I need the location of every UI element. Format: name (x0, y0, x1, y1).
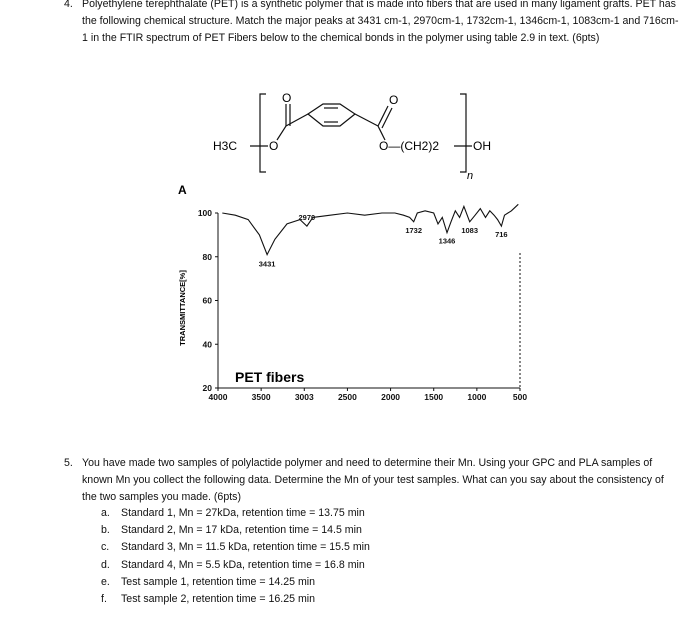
x-tick-label: 500 (512, 392, 528, 402)
panel-label: A (178, 183, 187, 197)
carbonyl-oxygen-left: O (282, 91, 292, 105)
peak-label: 3431 (258, 259, 276, 269)
x-tick-label: 3500 (251, 392, 271, 402)
x-tick-label: 2000 (381, 392, 401, 402)
carbonyl-oxygen-right: O (389, 93, 399, 107)
y-axis-label: TRANSMITTANCE[%] (178, 270, 187, 346)
list-item: d. Standard 4, Mn = 5.5 kDa, retention time = 16.8 min (101, 558, 365, 571)
y-tick-label: 100 (197, 208, 212, 218)
ftir-spectrum-chart (170, 178, 540, 408)
peak-label: 1083 (461, 225, 479, 235)
ester-oxygen-left: O (269, 139, 279, 153)
pet-chemical-structure (210, 82, 520, 182)
question-text: You have made two samples of polylactide polymer and need to determine their Mn. Using your GPC and PLA samples of known Mn you collect the following data. Determine the Mn of your test samples. What can you say about the consistency of the two samples you made. (6pts) (82, 457, 664, 503)
y-tick-label: 80 (202, 251, 212, 262)
peak-label: 716 (495, 230, 508, 240)
hydroxyl-label: OH (473, 139, 491, 153)
list-item: b. Standard 2, Mn = 17 kDa, retention time = 14.5 min (101, 524, 362, 537)
x-tick-label: 4000 (208, 392, 228, 402)
question-number: 4. (64, 0, 73, 10)
x-tick-label: 1000 (467, 392, 487, 402)
x-tick-label: 1500 (424, 392, 444, 402)
ethylene-chain-label: O—(CH2)2 (379, 139, 440, 153)
y-tick-label: 60 (202, 295, 212, 306)
peak-label: 1346 (438, 236, 456, 246)
legend-label: PET fibers (235, 369, 305, 385)
x-tick-label: 3003 (294, 392, 314, 402)
y-tick-label: 40 (202, 339, 212, 350)
question-number: 5. (64, 457, 73, 469)
peak-label: 1732 (405, 225, 423, 235)
h3c-label: H3C (213, 139, 238, 153)
list-item: a. Standard 1, Mn = 27kDa, retention time = 13.75 min (101, 507, 365, 519)
x-tick-label: 2500 (337, 392, 357, 402)
gpc-data-list (101, 505, 370, 608)
question-text: Polyethylene terephthalate (PET) is a synthetic polymer that is made into fibers that are used in many ligament grafts. PET has the following chemical structure. Match the major peaks at 3431 cm-1, 2970cm-1, 1732cm-1, 1346cm-1, 1083cm-1 and 716cm-1 in the FTIR spectrum of PET Fibers below to the chemical bonds in the polymer using table 2.9 in text. (6pts) (82, 0, 679, 44)
peak-label: 2970 (298, 213, 316, 223)
list-item: e. Test sample 1, retention time = 14.25 min (101, 575, 316, 588)
y-tick-label: 20 (202, 383, 212, 393)
list-item: f. Test sample 2, retention time = 16.25 min (101, 593, 316, 606)
repeat-unit-n: n (467, 170, 474, 182)
list-item: c. Standard 3, Mn = 11.5 kDa, retention time = 15.5 min (101, 541, 370, 554)
